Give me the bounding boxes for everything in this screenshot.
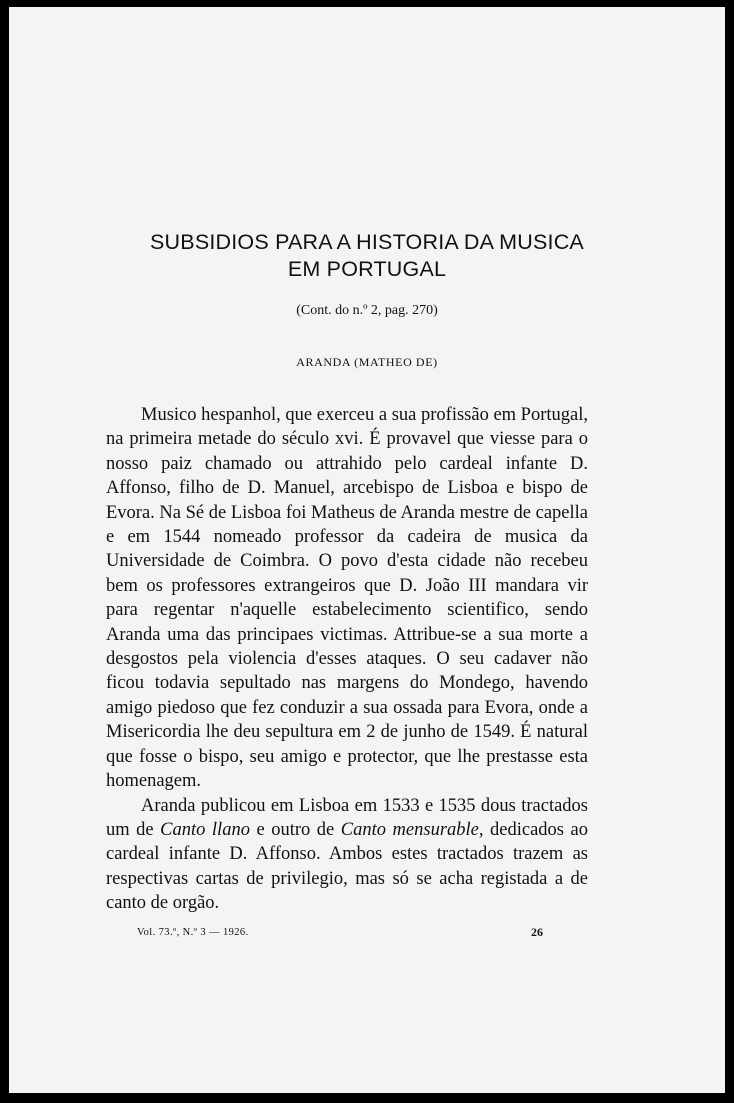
paragraph-2-part-b: e outro de (249, 819, 341, 840)
document-page (9, 7, 725, 1093)
author-heading: ARANDA (MATHEO DE) (296, 355, 438, 369)
article-body (106, 403, 588, 916)
paragraph-2-part-c: dedicados ao cardeal infante D. Affonso. Ambos estes tractados trazem as respectivas cartas de privilegio, mas só se acha registada a de canto de orgão. (106, 819, 588, 914)
title-canto-mensurable: Canto mensurable, (340, 819, 484, 840)
footer-volume: Vol. 73.º, N.º 3 — 1926. (137, 927, 249, 938)
article-title (9, 229, 725, 283)
paragraph-2-part-a: Aranda publicou em Lisboa em 1533 e 1535 dous tractados um de (106, 795, 588, 840)
paragraph-1: Musico hespanhol, que exerceu a sua profissão em Portugal, na primeira metade do século xvi. É provavel que viesse para o nosso paiz chamado ou attrahido pelo cardeal infante D. Affonso, filho de D. Manuel, arcebispo de Lisboa e bispo de Evora. Na Sé de Lisboa foi Matheus de Aranda mestre de capella e em 1544 nomeado professor da cadeira de musica da Universidade de Coimbra. O povo d'esta cidade não recebeu bem os professores extrangeiros que D. João III mandara vir para regentar n'aquelle estabelecimento scientifico, sendo Aranda uma das principaes victimas. Attribue-se a sua morte a desgostos pela violencia d'esses ataques. O seu cadaver não ficou todavia sepultado nas margens do Mondego, havendo amigo piedoso que fez conduzir a sua ossada para Evora, onde a Misericordia lhe deu sepultura em 2 de junho de 1549. É natural que fosse o bispo, seu amigo e protector, que lhe prestasse esta homenagem. (106, 405, 588, 792)
title-line-1: SUBSIDIOS PARA A HISTORIA DA MUSICA (150, 230, 584, 254)
paragraph-2 (106, 794, 588, 916)
continuation-note: (Cont. do n.º 2, pag. 270) (296, 303, 438, 318)
footer-page-number: 26 (531, 925, 543, 939)
title-canto-llano: Canto llano (160, 819, 250, 840)
title-line-2: EM PORTUGAL (287, 257, 447, 281)
